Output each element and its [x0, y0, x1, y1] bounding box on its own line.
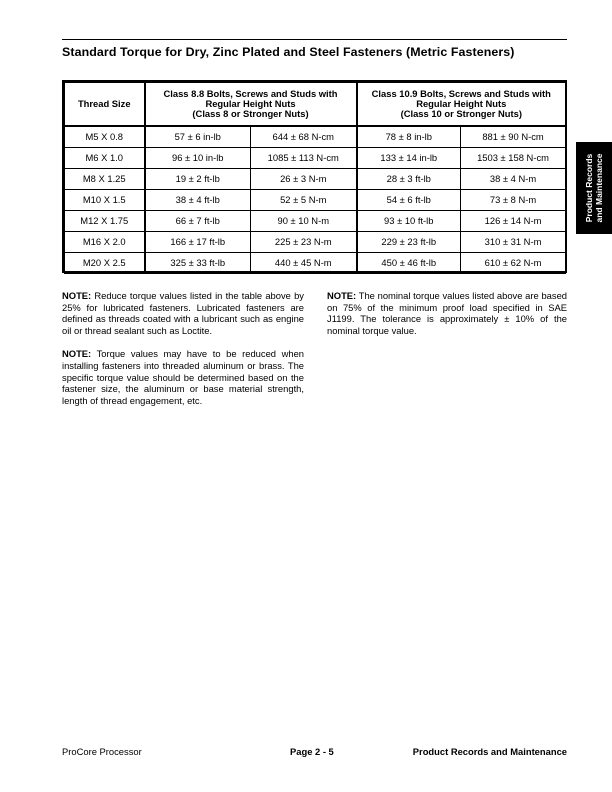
notes-left-column — [62, 290, 304, 418]
class-8-8-header-line: (Class 8 or Stronger Nuts) — [192, 107, 309, 119]
class-10-9-header-line: Class 10.9 Bolts, Screws and Studs with — [371, 88, 551, 100]
class-8-8-header-line: Class 8.8 Bolts, Screws and Studs with — [163, 88, 338, 100]
table-row — [65, 190, 566, 211]
torque-cell: 644 ± 68 N-cm — [251, 126, 357, 148]
torque-cell: 52 ± 5 N-m — [251, 190, 357, 211]
thread-size-cell: M6 X 1.0 — [65, 148, 145, 169]
table-row — [65, 169, 566, 190]
torque-cell: 90 ± 10 N-m — [251, 211, 357, 232]
class-10-9-header — [357, 83, 566, 127]
torque-cell: 126 ± 14 N-m — [461, 211, 566, 232]
note-text: Torque values may have to be reduced when installing fasteners into threaded aluminum or brass. The specific torque value should be determined based on the fastener size, the aluminum or base material strength, length of thread engagement, etc. — [62, 348, 304, 406]
thread-size-cell: M8 X 1.25 — [65, 169, 145, 190]
torque-cell: 610 ± 62 N-m — [461, 253, 566, 274]
footer-page-number: Page 2 - 5 — [290, 746, 334, 757]
table-row — [65, 211, 566, 232]
torque-cell: 38 ± 4 ft-lb — [145, 190, 251, 211]
thread-size-cell: M16 X 2.0 — [65, 232, 145, 253]
class-8-8-header-line: Regular Height Nuts — [205, 98, 296, 110]
torque-cell: 440 ± 45 N-m — [251, 253, 357, 274]
torque-cell: 96 ± 10 in-lb — [145, 148, 251, 169]
note-paragraph — [62, 348, 304, 406]
torque-cell: 73 ± 8 N-m — [461, 190, 566, 211]
torque-cell: 57 ± 6 in-lb — [145, 126, 251, 148]
thread-size-cell: M12 X 1.75 — [65, 211, 145, 232]
torque-cell: 325 ± 33 ft-lb — [145, 253, 251, 274]
torque-cell: 133 ± 14 in-lb — [357, 148, 461, 169]
torque-cell: 78 ± 8 in-lb — [357, 126, 461, 148]
torque-cell: 225 ± 23 N-m — [251, 232, 357, 253]
torque-cell: 54 ± 6 ft-lb — [357, 190, 461, 211]
torque-cell: 310 ± 31 N-m — [461, 232, 566, 253]
header-rule — [62, 39, 567, 40]
thread-size-header: Thread Size — [65, 83, 145, 127]
note-paragraph — [62, 290, 304, 336]
table-row — [65, 253, 566, 274]
thread-size-cell: M5 X 0.8 — [65, 126, 145, 148]
torque-cell: 93 ± 10 ft-lb — [357, 211, 461, 232]
torque-cell: 1085 ± 113 N-cm — [251, 148, 357, 169]
torque-cell: 26 ± 3 N-m — [251, 169, 357, 190]
torque-table — [64, 82, 566, 274]
torque-table-frame — [62, 80, 567, 273]
torque-cell: 229 ± 23 ft-lb — [357, 232, 461, 253]
note-label: NOTE: — [62, 348, 92, 360]
torque-cell: 450 ± 46 ft-lb — [357, 253, 461, 274]
torque-cell: 66 ± 7 ft-lb — [145, 211, 251, 232]
footer-section-title: Product Records and Maintenance — [412, 746, 567, 757]
thread-size-cell: M10 X 1.5 — [65, 190, 145, 211]
torque-cell: 881 ± 90 N-cm — [461, 126, 566, 148]
note-label: NOTE: — [62, 290, 92, 301]
class-10-9-header-line: Regular Height Nuts — [416, 98, 507, 110]
torque-cell: 19 ± 2 ft-lb — [145, 169, 251, 190]
side-tab-label — [584, 142, 604, 234]
torque-cell: 1503 ± 158 N-cm — [461, 148, 566, 169]
note-text: Reduce torque values listed in the table above by 25% for lubricated fasteners. Lubricated fasteners are defined as threads coated with a lubricant such as engine oil or thread sealant such as Loctite. — [62, 290, 304, 336]
notes-right-column — [327, 290, 567, 348]
page-footer — [62, 746, 567, 760]
torque-cell: 166 ± 17 ft-lb — [145, 232, 251, 253]
class-10-9-header-line: (Class 10 or Stronger Nuts) — [400, 107, 522, 119]
table-row — [65, 232, 566, 253]
torque-cell: 28 ± 3 ft-lb — [357, 169, 461, 190]
page-title: Standard Torque for Dry, Zinc Plated and Steel Fasteners (Metric Fasteners) — [62, 45, 515, 59]
note-label: NOTE: — [327, 290, 357, 301]
section-side-tab — [576, 142, 612, 234]
side-tab-line: Product Records — [584, 153, 594, 223]
note-text: The nominal torque values listed above are based on 75% of the minimum proof load specified in SAE J1199. The tolerance is approximately ± 10% of the nominal torque value. — [327, 290, 567, 336]
footer-product-name: ProCore Processor — [62, 746, 142, 757]
table-header-row — [65, 83, 566, 127]
torque-cell: 38 ± 4 N-m — [461, 169, 566, 190]
thread-size-cell: M20 X 2.5 — [65, 253, 145, 274]
side-tab-line: and Maintenance — [594, 153, 604, 223]
note-paragraph — [327, 290, 567, 336]
table-row — [65, 126, 566, 148]
table-row — [65, 148, 566, 169]
class-8-8-header — [145, 83, 357, 127]
